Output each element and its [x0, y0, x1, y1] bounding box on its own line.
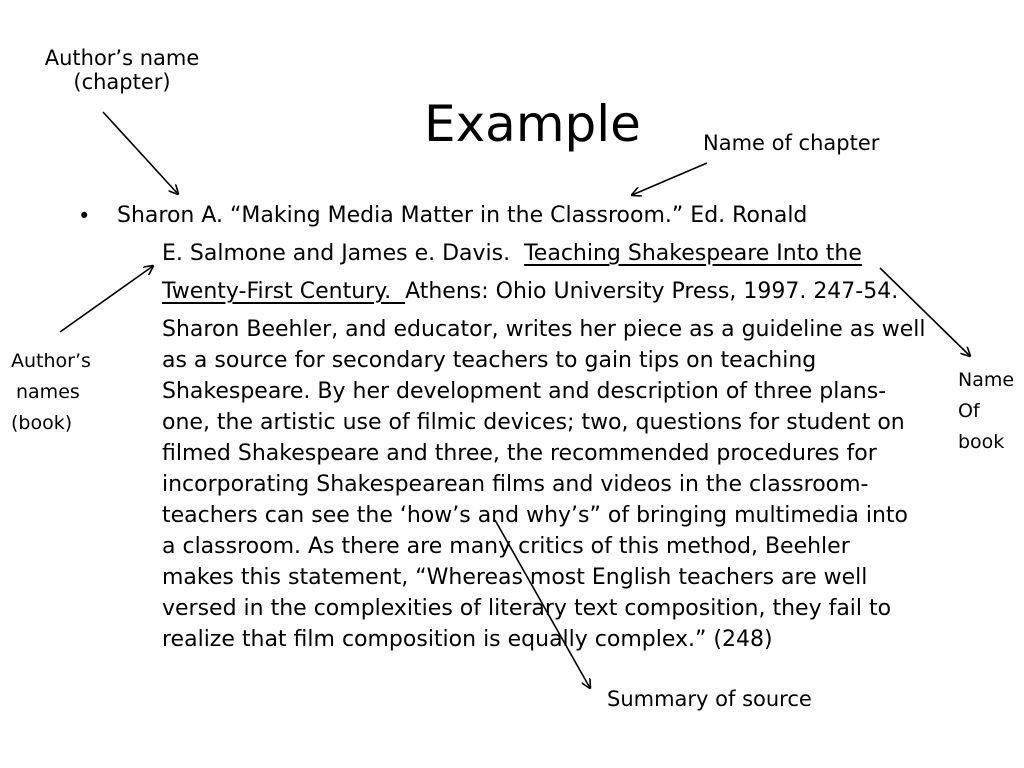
citation-editors: E. Salmone and James e. Davis.	[162, 241, 525, 266]
summary-line: realize that film composition is equally complex.” (248)	[162, 627, 773, 652]
summary-line: makes this statement, “Whereas most English teachers are well	[162, 565, 868, 590]
annotation-author-book-line1: Author’s	[11, 350, 91, 372]
summary-line: teachers can see the ‘how’s and why’s” of bringing multimedia into	[162, 503, 909, 528]
arrow-author-chapter	[103, 112, 178, 194]
annotation-name-of-book-line1: Name	[958, 369, 1015, 391]
annotation-name-of-book-line2: Of	[958, 400, 980, 422]
arrow-name-of-book	[880, 268, 970, 356]
citation-bullet: •	[78, 204, 91, 228]
book-title-part-1: Teaching Shakespeare Into the	[524, 241, 862, 266]
citation-publisher: Athens: Ohio University Press, 1997. 247-54.	[405, 279, 899, 304]
citation-line-1: Sharon A. “Making Media Matter in the Classroom.” Ed. Ronald	[117, 203, 808, 228]
annotation-author-chapter-line2: (chapter)	[73, 70, 171, 94]
summary-line: one, the artistic use of filmic devices; two, questions for student on	[162, 410, 905, 435]
summary-line: as a source for secondary teachers to gain tips on teaching	[162, 348, 817, 373]
arrow-author-book	[60, 266, 153, 332]
annotation-author-book-line3: (book)	[11, 412, 73, 434]
arrow-summary-of-source	[495, 520, 590, 688]
arrow-name-of-chapter	[632, 163, 707, 195]
annotation-author-chapter-line1: Author’s name	[44, 46, 200, 70]
annotation-summary-of-source: Summary of source	[607, 687, 812, 711]
summary-line: Shakespeare. By her development and description of three plans-	[162, 379, 887, 404]
book-title-part-2: Twenty-First Century.	[162, 279, 406, 304]
summary-line: a classroom. As there are many critics of this method, Beehler	[162, 534, 850, 559]
summary-line: filmed Shakespeare and three, the recommended procedures for	[162, 441, 877, 466]
slide-title: Example	[424, 95, 641, 153]
annotation-author-book-line2: names	[16, 381, 80, 403]
summary-line: versed in the complexities of literary text composition, they fail to	[162, 596, 892, 621]
annotation-name-of-book-line3: book	[958, 431, 1005, 453]
summary-line: Sharon Beehler, and educator, writes her piece as a guideline as well	[162, 317, 926, 342]
summary-line: incorporating Shakespearean films and videos in the classroom-	[162, 472, 869, 497]
annotation-name-of-chapter: Name of chapter	[703, 131, 880, 155]
